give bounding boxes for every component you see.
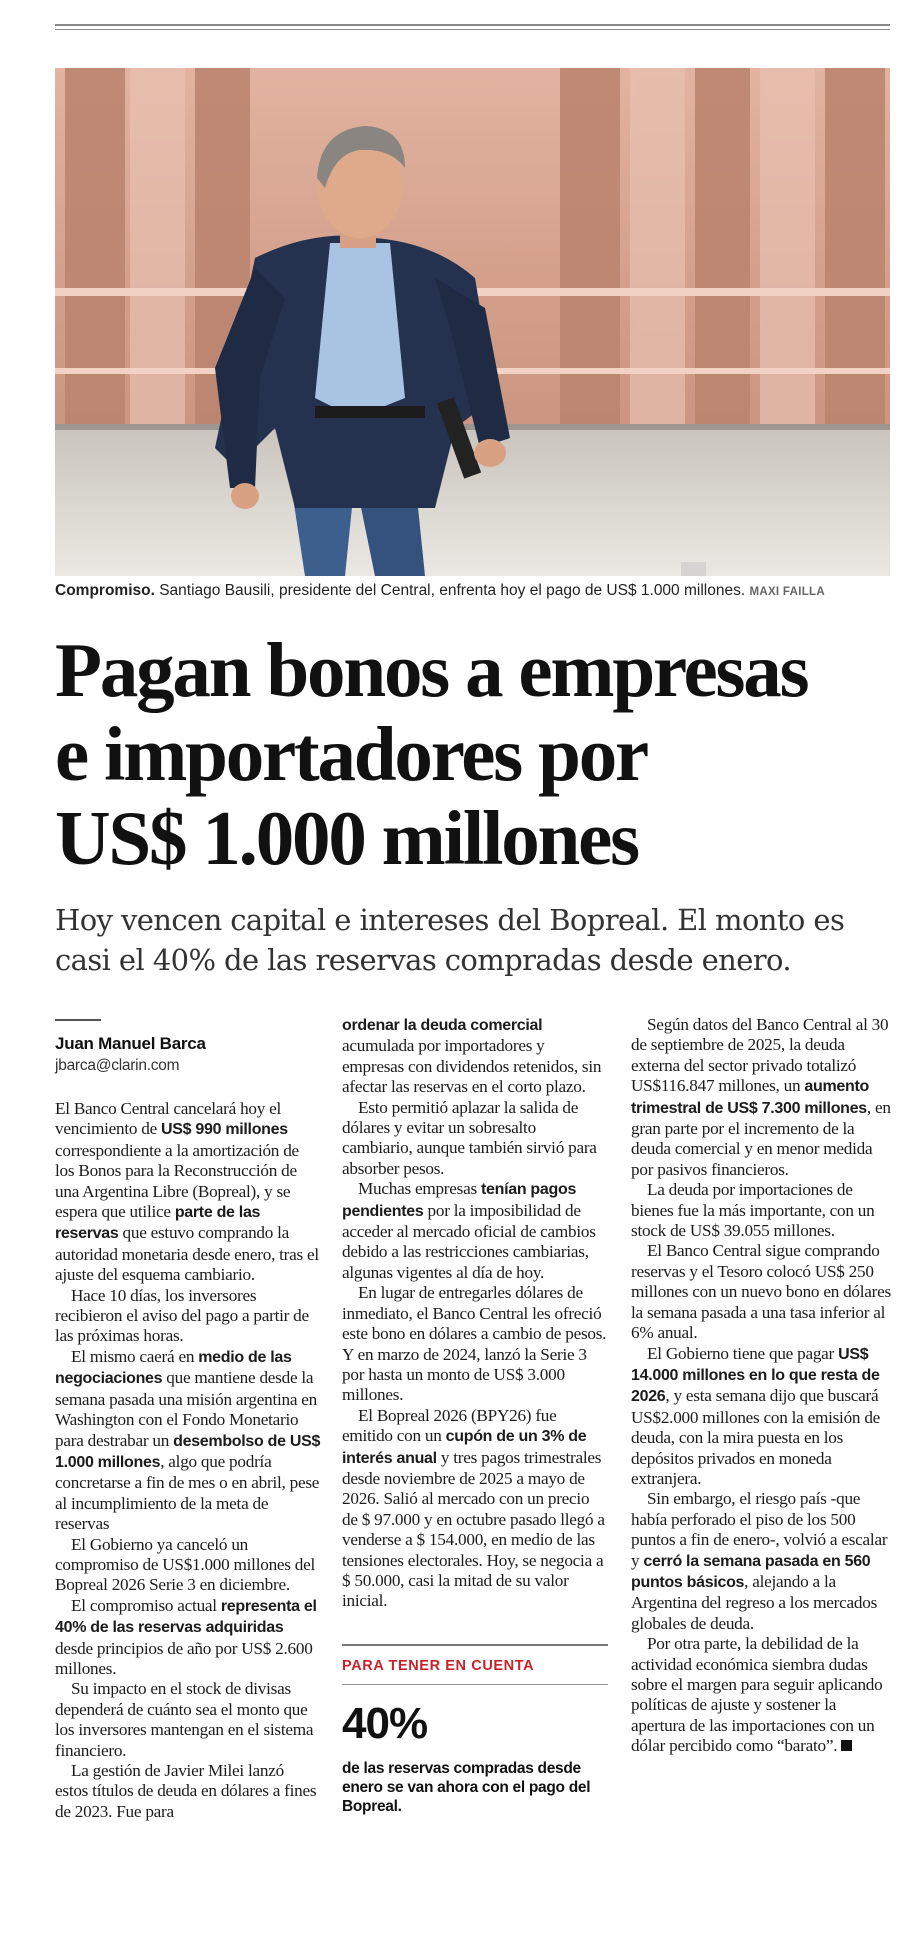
headline-line-3: US$ 1.000 millones — [55, 795, 638, 881]
photo-caption — [55, 582, 895, 600]
top-rule-2 — [55, 29, 890, 30]
caption-text: Santiago Bausili, presidente del Central, enfrenta hoy el pago de US$ 1.000 millones. — [154, 582, 746, 599]
paragraph-8: Esto permitió aplazar la salida de dólares y evitar un sobresalto cambiario, aunque también sirvió para absorber pesos. — [342, 1097, 597, 1178]
box-figure: 40% — [342, 1699, 428, 1748]
box-text: de las reservas compradas desde enero se van ahora con el pago del Bopreal. — [342, 1760, 591, 1815]
photo-illustration — [55, 68, 890, 576]
paragraph-5: El compromiso actual representa el 40% de las reservas adquiridas desde principios de año por US$ 2.600 millones. — [55, 1595, 317, 1678]
article-column-2 — [342, 1015, 608, 1612]
paragraph-9: Muchas empresas tenían pagos pendientes por la imposibilidad de acceder al mercado oficial de cambios debido a las restricciones cambiarias, algunas vigentes al día de hoy. — [342, 1179, 596, 1282]
subhead-line-1: Hoy vencen capital e intereses del Bopreal. El monto es — [55, 903, 845, 937]
author-name: Juan Manuel Barca — [55, 1034, 206, 1053]
box-label-rule — [342, 1684, 608, 1685]
paragraph-2: Hace 10 días, los inversores recibieron el aviso del pago a partir de las próximas horas. — [55, 1285, 309, 1346]
paragraph-3: El mismo caerá en medio de las negociaciones que mantiene desde la semana pasada una misión argentina en Washington con el Fondo Monetario para destrabar un desembolso de US$ 1.000 millones, algo que podría concretarse a fin de mes o en abril, pese al incumplimiento de la meta de reservas — [55, 1346, 321, 1534]
paragraph-11: El Bopreal 2026 (BPY26) fue emitido con un cupón de un 3% de interés anual y tres pagos trimestrales desde noviembre de 2025 a mayo de 2026. Salió al mercado con un precio de $ 97.000 y en octubre pasado llegó a venderse a $ 154.000, en medio de las tensiones electorales. Hoy, se negocia a $ 50.000, casi la mitad de su valor inicial. — [342, 1405, 605, 1611]
paragraph-4: El Gobierno ya canceló un compromiso de US$1.000 millones del Bopreal 2026 Serie 3 en diciembre. — [55, 1534, 316, 1595]
paragraph-13: La deuda por importaciones de bienes fue la más importante, con un stock de US$ 39.055 millones. — [631, 1180, 875, 1241]
headline-line-1: Pagan bonos a empresas — [55, 627, 808, 713]
headline — [55, 628, 905, 880]
paragraph-17: Por otra parte, la debilidad de la actividad económica siembra dudas sobre el margen para seguir aplicando políticas de ajuste y sostener la apertura de las importaciones con un dólar percibido como “barato”. — [631, 1634, 883, 1756]
article-column-1 — [55, 1015, 321, 1822]
key-fact-box — [342, 1644, 608, 1816]
paragraph-15: El Gobierno tiene que pagar US$ 14.000 millones en lo que resta de 2026, y esta semana dijo que buscará US$2.000 millones con la emisión de deuda, con la mira puesta en los depósitos privados en moneda extranjera. — [631, 1343, 881, 1488]
subhead-line-2: casi el 40% de las reservas compradas desde enero. — [55, 943, 792, 977]
paragraph-10: En lugar de entregarles dólares de inmediato, el Banco Central les ofreció este bono en dólares a cambio de pesos. Y en marzo de 2024, lanzó la Serie 3 por hasta un monto de US$ 3.000 millones. — [342, 1283, 607, 1405]
box-label: PARA TENER EN CUENTA — [342, 1658, 535, 1674]
top-rule-1 — [55, 24, 890, 26]
paragraph-7: La gestión de Javier Milei lanzó estos títulos de deuda en dólares a fines de 2023. Fue para — [55, 1761, 317, 1821]
paragraph-14: El Banco Central sigue comprando reservas y el Tesoro colocó US$ 250 millones con un nuevo bono en dólares la semana pasada a una tasa inferior al 6% anual. — [631, 1241, 891, 1343]
paragraph-1: El Banco Central cancelará hoy el vencimiento de US$ 990 millones correspondiente a la amortización de los Bonos para la Reconstrucción de una Argentina Libre (Bopreal), y se espera que utilice parte de las reservas que estuvo comprando la autoridad monetaria desde enero, tras el ajuste del esquema cambiario. — [55, 1099, 319, 1285]
article-column-3 — [631, 1015, 891, 1757]
paragraph-7-cont: ordenar la deuda comercial acumulada por importadores y empresas con dividendos retenidos, sin afectar las reservas en el corto plazo. — [342, 1017, 602, 1097]
box-top-rule — [342, 1644, 608, 1646]
photo-credit: MAXI FAILLA — [749, 586, 825, 598]
subheadline — [55, 900, 895, 980]
headline-line-2: e importadores por — [55, 711, 648, 797]
paragraph-16: Sin embargo, el riesgo país -que había perforado el piso de los 500 puntos a fin de enero-, volvió a escalar y cerró la semana pasada en 560 puntos básicos, alejando a la Argentina del regreso a los mercados globales de deuda. — [631, 1489, 888, 1633]
byline-rule — [55, 1019, 101, 1021]
end-of-article-mark — [841, 1740, 852, 1751]
caption-lead: Compromiso. — [55, 582, 155, 599]
article-photo — [55, 68, 890, 576]
paragraph-6: Su impacto en el stock de divisas dependerá de cuánto sea el monto que los inversores mantengan en el sistema financiero. — [55, 1679, 314, 1760]
paragraph-12: Según datos del Banco Central al 30 de septiembre de 2025, la deuda externa del sector privado totalizó US$116.847 millones, un aumento trimestral de US$ 7.300 millones, en gran parte por el incremento de la deuda comercial y en menor medida por pasivos financieros. — [631, 1015, 891, 1179]
author-email[interactable]: jbarca@clarin.com — [55, 1057, 180, 1074]
